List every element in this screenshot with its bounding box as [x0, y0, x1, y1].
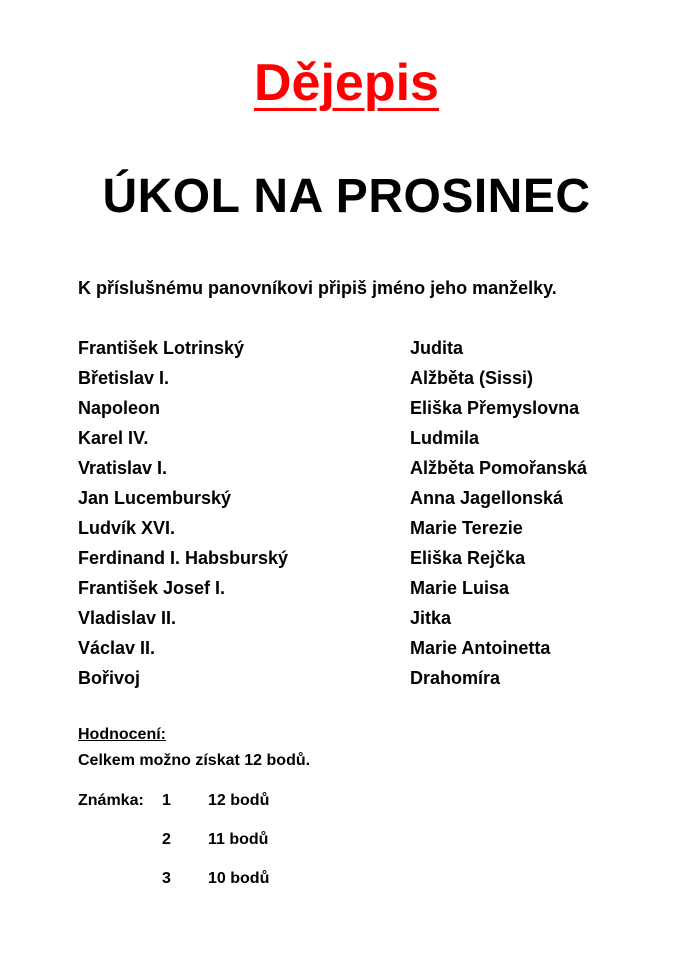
grade-row	[78, 829, 378, 868]
ruler-name: Napoleon	[78, 398, 161, 418]
ruler-name: František Josef I.	[78, 578, 226, 598]
ruler-name: Vratislav I.	[78, 458, 168, 478]
ruler-name: Václav II.	[78, 638, 156, 658]
list-row	[78, 336, 638, 366]
ruler-name: Ludvík XVI.	[78, 518, 176, 538]
ruler-name: Jan Lucemburský	[78, 488, 232, 508]
spouse-name: Marie Antoinetta	[410, 638, 551, 658]
assignment-title: ÚKOL NA PROSINEC	[102, 170, 591, 223]
grade-number: 1	[162, 792, 171, 809]
list-row	[78, 666, 638, 696]
list-row	[78, 546, 638, 576]
ruler-name: Ferdinand I. Habsburský	[78, 548, 289, 568]
list-row	[78, 636, 638, 666]
spouse-name: Anna Jagellonská	[410, 488, 564, 508]
grade-points: 10 bodů	[208, 870, 270, 887]
spouse-name: Ludmila	[410, 428, 480, 448]
list-row	[78, 576, 638, 606]
evaluation-total: Celkem možno získat 12 bodů.	[78, 752, 311, 769]
list-row	[78, 366, 638, 396]
list-row	[78, 486, 638, 516]
evaluation-heading: Hodnocení:	[78, 726, 166, 743]
spouse-name: Eliška Rejčka	[410, 548, 526, 568]
ruler-name: Bořivoj	[78, 668, 141, 688]
grade-number: 2	[162, 831, 171, 848]
list-row	[78, 426, 638, 456]
grade-table	[78, 790, 378, 907]
grade-number: 3	[162, 870, 171, 887]
instruction-text: K příslušnému panovníkovi připiš jméno jeho manželky.	[78, 278, 557, 298]
list-row	[78, 606, 638, 636]
list-row	[78, 516, 638, 546]
grade-label: Známka:	[78, 792, 144, 809]
spouse-name: Judita	[410, 338, 464, 358]
spouse-name: Drahomíra	[410, 668, 501, 688]
list-row	[78, 396, 638, 426]
list-row	[78, 456, 638, 486]
matching-list	[78, 336, 638, 696]
ruler-name: Karel IV.	[78, 428, 149, 448]
spouse-name: Eliška Přemyslovna	[410, 398, 580, 418]
grade-points: 11 bodů	[208, 831, 269, 848]
spouse-name: Jitka	[410, 608, 452, 628]
grade-row	[78, 868, 378, 907]
spouse-name: Alžběta Pomořanská	[410, 458, 588, 478]
spouse-name: Marie Luisa	[410, 578, 510, 598]
ruler-name: Břetislav I.	[78, 368, 170, 388]
ruler-name: Vladislav II.	[78, 608, 177, 628]
spouse-name: Marie Terezie	[410, 518, 523, 538]
subject-title	[0, 52, 693, 114]
subject-title-text: Dějepis	[254, 54, 439, 112]
ruler-name: František Lotrinský	[78, 338, 245, 358]
grade-row	[78, 790, 378, 829]
spouse-name: Alžběta (Sissi)	[410, 368, 534, 388]
grade-points: 12 bodů	[208, 792, 270, 809]
